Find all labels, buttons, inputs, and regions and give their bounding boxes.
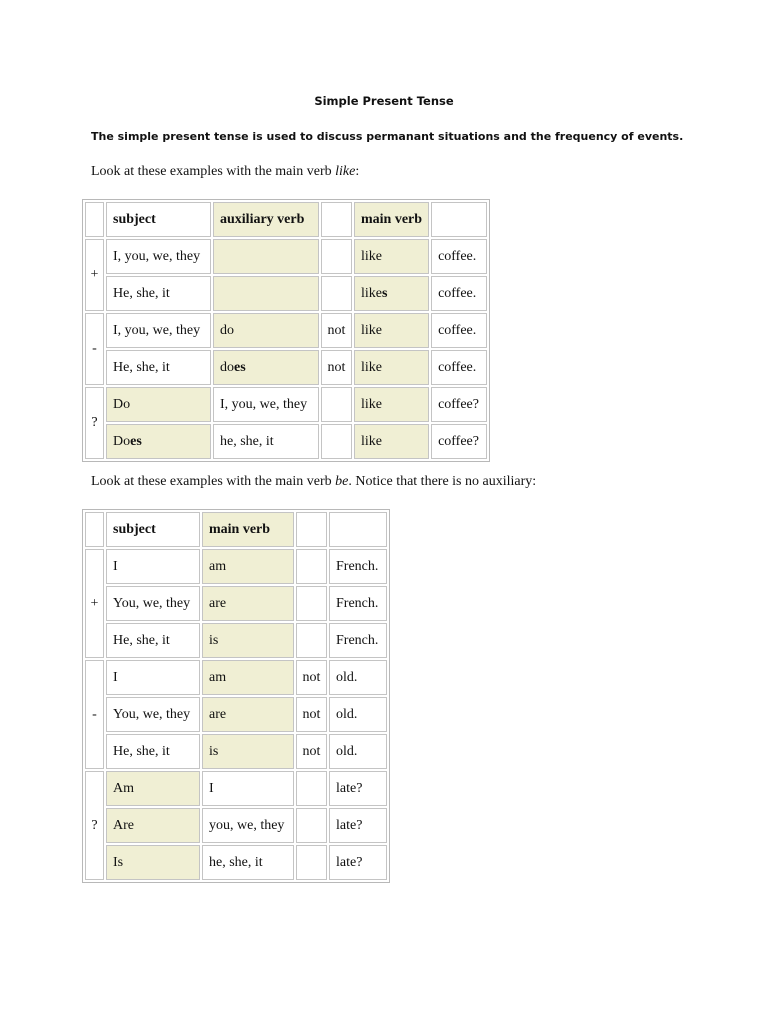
subject-cell: he, she, it — [213, 424, 319, 459]
negation-cell — [296, 808, 327, 843]
header-main-verb: main verb — [202, 512, 294, 547]
table-row — [85, 549, 387, 584]
aux-stem: Do — [113, 433, 131, 449]
header-cell-empty — [321, 202, 352, 237]
negation-cell — [321, 387, 352, 422]
table-row — [85, 313, 487, 348]
object-cell: old. — [329, 660, 387, 695]
table-header-row — [85, 202, 487, 237]
subject-cell: He, she, it — [106, 350, 211, 385]
header-cell-empty — [431, 202, 487, 237]
main-verb-cell: am — [202, 549, 294, 584]
auxiliary-cell — [213, 350, 319, 385]
subject-cell: he, she, it — [202, 845, 294, 880]
verb-stem: like — [361, 285, 382, 301]
main-verb-cell — [354, 313, 429, 348]
negation-cell — [296, 586, 327, 621]
main-verb-cell: Are — [106, 808, 200, 843]
negation-cell: not — [321, 350, 352, 385]
main-verb-cell: is — [202, 623, 294, 658]
header-main-verb: main verb — [354, 202, 429, 237]
sign-cell: + — [85, 239, 104, 311]
sign-cell: - — [85, 660, 104, 769]
subject-cell: You, we, they — [106, 697, 200, 732]
negation-cell — [321, 239, 352, 274]
examples-like-paragraph — [91, 164, 359, 180]
object-cell: coffee? — [431, 424, 487, 459]
main-verb-cell — [354, 276, 429, 311]
auxiliary-cell — [213, 239, 319, 274]
subject-cell: He, she, it — [106, 276, 211, 311]
sign-cell: ? — [85, 771, 104, 880]
auxiliary-cell — [106, 387, 211, 422]
main-verb-cell — [354, 350, 429, 385]
paragraph-verb: be — [335, 474, 349, 489]
auxiliary-cell — [106, 424, 211, 459]
main-verb-cell: Is — [106, 845, 200, 880]
paragraph-text: Look at these examples with the main verb — [91, 474, 336, 489]
table-row — [85, 734, 387, 769]
negation-cell: not — [296, 734, 327, 769]
intro-paragraph: The simple present tense is used to discuss permanant situations and the frequency of events. — [91, 130, 684, 143]
subject-cell: I, you, we, they — [106, 313, 211, 348]
aux-stem: do — [220, 359, 234, 375]
table-row — [85, 387, 487, 422]
negation-cell — [296, 623, 327, 658]
table-row — [85, 239, 487, 274]
object-cell: late? — [329, 808, 387, 843]
main-verb-cell: are — [202, 586, 294, 621]
negation-cell — [321, 424, 352, 459]
negation-cell — [296, 845, 327, 880]
aux-suffix: es — [130, 433, 142, 449]
header-subject: subject — [106, 512, 200, 547]
table-row — [85, 623, 387, 658]
table-row — [85, 660, 387, 695]
main-verb-cell — [354, 239, 429, 274]
verb-stem: like — [361, 248, 382, 264]
sign-cell: + — [85, 549, 104, 658]
table-row — [85, 808, 387, 843]
header-cell-empty — [329, 512, 387, 547]
subject-cell: I, you, we, they — [106, 239, 211, 274]
aux-stem: do — [220, 322, 234, 338]
object-cell: French. — [329, 549, 387, 584]
object-cell: coffee? — [431, 387, 487, 422]
object-cell: French. — [329, 586, 387, 621]
subject-cell: You, we, they — [106, 586, 200, 621]
object-cell: late? — [329, 771, 387, 806]
aux-suffix: es — [234, 359, 246, 375]
object-cell: French. — [329, 623, 387, 658]
main-verb-cell: am — [202, 660, 294, 695]
subject-cell: I — [106, 660, 200, 695]
paragraph-verb: like — [335, 164, 356, 179]
header-subject: subject — [106, 202, 211, 237]
header-cell-empty — [85, 202, 104, 237]
subject-cell: He, she, it — [106, 623, 200, 658]
header-auxiliary-verb: auxiliary verb — [213, 202, 319, 237]
main-verb-cell: Am — [106, 771, 200, 806]
object-cell: coffee. — [431, 313, 487, 348]
aux-stem: Do — [113, 396, 131, 412]
table-header-row — [85, 512, 387, 547]
object-cell: coffee. — [431, 276, 487, 311]
verb-stem: like — [361, 396, 382, 412]
subject-cell: I — [202, 771, 294, 806]
negation-cell — [321, 276, 352, 311]
paragraph-text: . Notice that there is no auxiliary: — [348, 474, 537, 489]
table-row — [85, 276, 487, 311]
table-like — [82, 199, 490, 462]
examples-be-paragraph — [91, 474, 536, 490]
verb-stem: like — [361, 359, 382, 375]
subject-cell: He, she, it — [106, 734, 200, 769]
main-verb-cell — [354, 424, 429, 459]
sign-cell: - — [85, 313, 104, 385]
table-row — [85, 586, 387, 621]
negation-cell: not — [296, 660, 327, 695]
negation-cell: not — [321, 313, 352, 348]
table-row — [85, 845, 387, 880]
negation-cell — [296, 549, 327, 584]
verb-suffix: s — [382, 285, 388, 301]
verb-stem: like — [361, 322, 382, 338]
table-row — [85, 771, 387, 806]
negation-cell: not — [296, 697, 327, 732]
paragraph-text: Look at these examples with the main verb — [91, 164, 336, 179]
table-row — [85, 350, 487, 385]
negation-cell — [296, 771, 327, 806]
subject-cell: you, we, they — [202, 808, 294, 843]
object-cell: old. — [329, 697, 387, 732]
paragraph-text: : — [355, 164, 360, 179]
header-cell-empty — [296, 512, 327, 547]
object-cell: coffee. — [431, 239, 487, 274]
table-row — [85, 424, 487, 459]
auxiliary-cell — [213, 276, 319, 311]
table-be — [82, 509, 390, 883]
subject-cell: I — [106, 549, 200, 584]
verb-stem: like — [361, 433, 382, 449]
table-row — [85, 697, 387, 732]
auxiliary-cell — [213, 313, 319, 348]
sign-cell: ? — [85, 387, 104, 459]
page-title: Simple Present Tense — [314, 94, 454, 108]
subject-cell: I, you, we, they — [213, 387, 319, 422]
main-verb-cell — [354, 387, 429, 422]
main-verb-cell: is — [202, 734, 294, 769]
main-verb-cell: are — [202, 697, 294, 732]
object-cell: late? — [329, 845, 387, 880]
object-cell: coffee. — [431, 350, 487, 385]
header-cell-empty — [85, 512, 104, 547]
object-cell: old. — [329, 734, 387, 769]
